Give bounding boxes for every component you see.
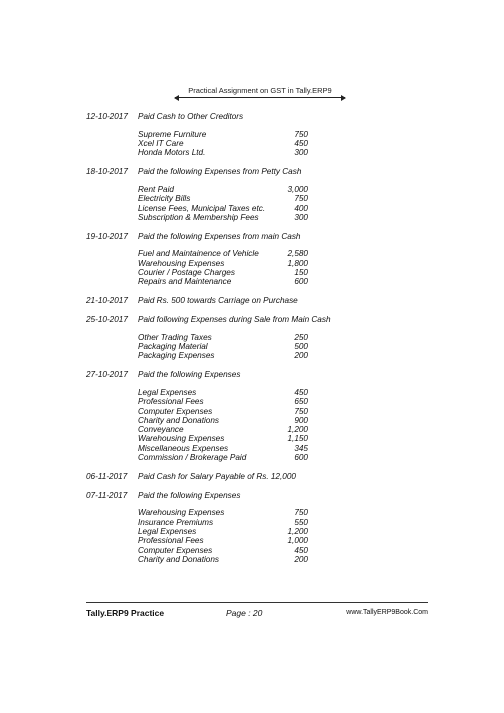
expense-name: Charity and Donations	[138, 554, 220, 564]
transaction-description: Paid following Expenses during Sale from Main Cash	[138, 314, 331, 324]
transaction-entry	[86, 315, 426, 361]
transaction-description: Paid the following Expenses	[138, 490, 241, 500]
expense-amount: 345	[294, 443, 308, 453]
expense-amount: 300	[294, 212, 308, 222]
expense-amount: 150	[294, 268, 308, 278]
expense-item	[138, 527, 426, 536]
expense-item	[138, 259, 426, 268]
expense-name: Other Trading Taxes	[138, 332, 212, 342]
expense-amount: 600	[294, 453, 308, 463]
expense-item	[138, 148, 426, 157]
expense-name: Computer Expenses	[138, 406, 213, 416]
transaction-date: 06-11-2017	[86, 471, 128, 481]
expense-item	[138, 194, 426, 203]
expense-name: Subscription & Membership Fees	[138, 212, 259, 222]
expense-items	[138, 388, 426, 462]
expense-items	[138, 249, 426, 286]
footer-page-number: Page : 20	[226, 608, 263, 618]
expense-name: Professional Fees	[138, 397, 204, 407]
expense-item	[138, 130, 426, 139]
expense-item	[138, 249, 426, 258]
transaction-header	[86, 112, 426, 121]
transaction-date: 19-10-2017	[86, 231, 128, 241]
expense-amount: 300	[294, 148, 308, 158]
expense-name: Warehousing Expenses	[138, 508, 225, 518]
expense-amount: 450	[294, 387, 308, 397]
expense-name: Warehousing Expenses	[138, 434, 225, 444]
expense-item	[138, 388, 426, 397]
expense-item	[138, 555, 426, 564]
expense-amount: 900	[294, 415, 308, 425]
expense-item	[138, 204, 426, 213]
expense-amount: 750	[294, 508, 308, 518]
footer-book-title: Tally.ERP9 Practice	[86, 608, 165, 618]
expense-amount: 200	[294, 554, 308, 564]
expense-name: Commission / Brokerage Paid	[138, 453, 247, 463]
expense-items	[138, 185, 426, 222]
expense-item	[138, 536, 426, 545]
expense-item	[138, 546, 426, 555]
transaction-date: 21-10-2017	[86, 296, 128, 306]
expense-name: Courier / Postage Charges	[138, 268, 235, 278]
transaction-list	[86, 112, 426, 574]
transaction-description: Paid the following Expenses from main Cash	[138, 231, 301, 241]
expense-amount: 1,200	[287, 425, 308, 435]
transaction-entry	[86, 296, 426, 305]
double-arrow-icon	[175, 97, 345, 98]
expense-amount: 450	[294, 139, 308, 149]
expense-items	[138, 130, 426, 158]
expense-name: Honda Motors Ltd.	[138, 148, 206, 158]
transaction-header	[86, 491, 426, 500]
transaction-entry	[86, 167, 426, 222]
transaction-description: Paid the following Expenses from Petty Cash	[138, 167, 302, 177]
transaction-entry	[86, 370, 426, 462]
expense-amount: 1,200	[287, 527, 308, 536]
transaction-header	[86, 167, 426, 176]
expense-amount: 1,150	[287, 434, 308, 444]
expense-amount: 750	[294, 129, 308, 139]
transaction-entry	[86, 112, 426, 158]
expense-name: Computer Expenses	[138, 545, 213, 555]
footer-divider	[86, 602, 428, 603]
expense-amount: 3,000	[287, 184, 308, 194]
expense-amount: 450	[294, 545, 308, 555]
expense-item	[138, 397, 426, 406]
transaction-header	[86, 296, 426, 305]
transaction-header	[86, 472, 426, 481]
expense-name: License Fees, Municipal Taxes etc.	[138, 203, 266, 213]
expense-amount: 600	[294, 277, 308, 287]
transaction-header	[86, 232, 426, 241]
transaction-entry	[86, 491, 426, 565]
expense-name: Rent Paid	[138, 184, 174, 194]
transaction-date: 07-11-2017	[86, 490, 128, 500]
transaction-header	[86, 370, 426, 379]
footer-website: www.TallyERP9Book.Com	[346, 609, 428, 616]
transaction-date: 27-10-2017	[86, 370, 128, 380]
expense-amount: 750	[294, 406, 308, 416]
expense-item	[138, 425, 426, 434]
transaction-entry	[86, 472, 426, 481]
transaction-header	[86, 315, 426, 324]
expense-name: Electricity Bills	[138, 194, 191, 204]
expense-item	[138, 213, 426, 222]
expense-item	[138, 185, 426, 194]
expense-item	[138, 407, 426, 416]
transaction-description: Paid Cash for Salary Payable of Rs. 12,000	[138, 471, 296, 481]
expense-amount: 650	[294, 397, 308, 407]
expense-item	[138, 444, 426, 453]
expense-amount: 550	[294, 517, 308, 527]
transaction-date: 18-10-2017	[86, 167, 128, 177]
expense-items	[138, 508, 426, 564]
expense-item	[138, 434, 426, 443]
expense-item	[138, 139, 426, 148]
expense-name: Miscellaneous Expenses	[138, 443, 229, 453]
expense-item	[138, 508, 426, 517]
expense-item	[138, 518, 426, 527]
expense-name: Fuel and Maintainence of Vehicle	[138, 249, 259, 259]
expense-amount: 750	[294, 194, 308, 204]
expense-name: Professional Fees	[138, 536, 204, 546]
expense-amount: 250	[294, 332, 308, 342]
expense-name: Warehousing Expenses	[138, 258, 225, 268]
expense-amount: 2,580	[287, 249, 308, 259]
transaction-date: 25-10-2017	[86, 314, 128, 324]
expense-amount: 500	[294, 342, 308, 352]
expense-name: Insurance Premiums	[138, 517, 214, 527]
expense-name: Supreme Furniture	[138, 129, 207, 139]
expense-name: Repairs and Maintenance	[138, 277, 232, 287]
transaction-description: Paid Cash to Other Creditors	[138, 112, 244, 121]
transaction-description: Paid Rs. 500 towards Carriage on Purchase	[138, 296, 298, 306]
expense-item	[138, 416, 426, 425]
expense-name: Legal Expenses	[138, 527, 197, 536]
expense-item	[138, 277, 426, 286]
transaction-date: 12-10-2017	[86, 112, 128, 121]
expense-name: Packaging Expenses	[138, 351, 215, 361]
expense-item	[138, 351, 426, 360]
expense-amount: 400	[294, 203, 308, 213]
expense-item	[138, 333, 426, 342]
page-header-title: Practical Assignment on GST in Tally.ERP9	[188, 86, 332, 95]
expense-amount: 200	[294, 351, 308, 361]
expense-name: Packaging Material	[138, 342, 208, 352]
expense-name: Charity and Donations	[138, 415, 220, 425]
expense-amount: 1,000	[287, 536, 308, 546]
expense-item	[138, 453, 426, 462]
expense-item	[138, 342, 426, 351]
expense-name: Xcel IT Care	[138, 139, 184, 149]
expense-item	[138, 268, 426, 277]
expense-name: Legal Expenses	[138, 387, 197, 397]
transaction-description: Paid the following Expenses	[138, 370, 241, 380]
expense-items	[138, 333, 426, 361]
expense-amount: 1,800	[287, 258, 308, 268]
transaction-entry	[86, 232, 426, 287]
expense-name: Conveyance	[138, 425, 184, 435]
